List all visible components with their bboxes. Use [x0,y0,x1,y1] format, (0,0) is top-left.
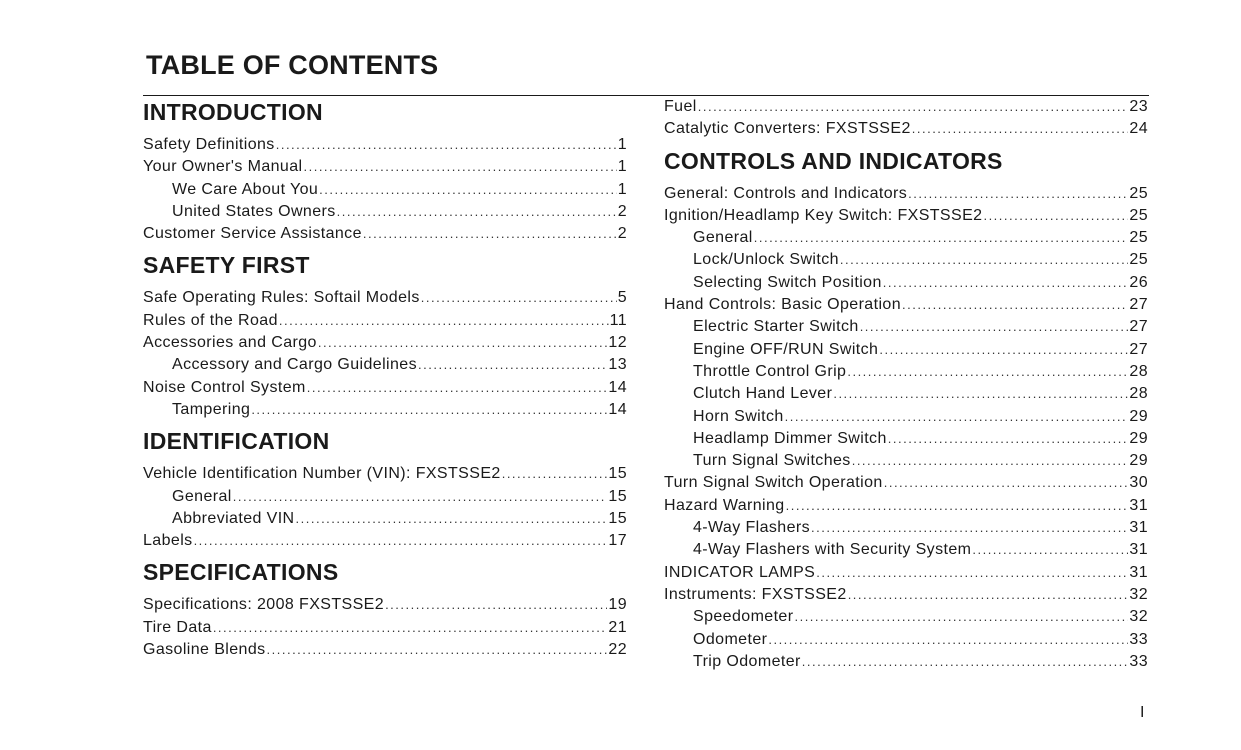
toc-entry-page: 25 [1129,206,1148,224]
dot-leader [768,629,1128,651]
dot-leader [385,594,607,616]
toc-entry-page: 29 [1129,407,1148,425]
toc-entry-label: Accessory and Cargo Guidelines [172,356,418,374]
dot-leader [972,539,1128,561]
toc-entry-label: Gasoline Blends [143,641,266,659]
toc-entry[interactable] [664,316,1148,338]
section-heading: INTRODUCTION [143,99,323,125]
toc-entry-page: 14 [608,400,627,418]
toc-entry-page: 27 [1129,296,1148,314]
toc-entry-label: Headlamp Dimmer Switch [693,429,887,447]
toc-entry-label: Labels [143,532,193,550]
toc-entry-page: 28 [1129,362,1148,380]
toc-entry[interactable] [143,179,627,201]
section-heading: IDENTIFICATION [143,428,330,455]
toc-entry-label: Horn Switch [693,407,784,425]
dot-leader [888,428,1129,450]
toc-entry[interactable] [664,383,1148,405]
toc-entry-page: 32 [1129,585,1148,603]
toc-entry-page: 2 [617,202,627,220]
toc-entry[interactable] [664,450,1148,472]
toc-entry-label: Tire Data [143,618,212,636]
section-heading: CONTROLS AND INDICATORS [664,147,1003,174]
dot-leader [194,530,608,552]
toc-entry-page: 21 [608,618,627,636]
dot-leader [318,332,608,354]
toc-entry-label: General [172,487,232,505]
toc-entry-page: 23 [1129,98,1148,115]
toc-entry[interactable] [664,562,1148,584]
dot-leader [337,201,617,223]
toc-entry[interactable] [664,205,1148,227]
toc-entry[interactable] [143,287,627,309]
toc-entry[interactable] [143,463,627,485]
toc-entry-page: 1 [617,180,627,198]
toc-entry-page: 15 [608,509,627,527]
toc-entry-label: Safe Operating Rules: Softail Models [143,289,420,307]
dot-leader [847,361,1128,383]
toc-entry-label: Speedometer [693,608,794,626]
toc-entry-label: Electric Starter Switch [693,318,859,336]
toc-entry-page: 31 [1129,563,1148,581]
toc-entry[interactable] [143,134,627,156]
toc-entry-label: 4-Way Flashers with Security System [693,541,972,559]
toc-entry-page: 25 [1129,184,1148,202]
toc-entry[interactable] [143,156,627,178]
toc-entry-label: Noise Control System [143,378,306,396]
toc-entry-label: Vehicle Identification Number (VIN): FXSTSSE2 [143,465,501,483]
page-number: I [1140,704,1145,721]
toc-entry[interactable] [143,310,627,332]
dot-leader [852,450,1129,472]
toc-entry-label: Accessories and Cargo [143,334,317,352]
dot-leader [363,223,617,245]
toc-entry-label: United States Owners [172,202,336,220]
toc-entry-label: Tampering [172,400,251,418]
toc-entry[interactable] [143,486,627,508]
toc-entry-page: 25 [1129,229,1148,247]
dot-leader [884,472,1129,494]
toc-entry-page: 31 [1129,519,1148,537]
toc-entry-label: Specifications: 2008 FXSTSSE2 [143,596,385,614]
toc-section-specifications [143,556,627,661]
toc-entry-label: General: Controls and Indicators [664,184,908,202]
toc-entry[interactable] [664,183,1148,205]
toc-entry[interactable] [664,539,1148,561]
toc-entry-page: 25 [1129,251,1148,269]
dot-leader [319,179,617,201]
toc-entry[interactable] [664,472,1148,494]
toc-entry-page: 30 [1129,474,1148,492]
toc-entry-page: 1 [617,136,627,153]
toc-entry[interactable] [143,223,627,245]
toc-entry[interactable] [664,517,1148,539]
toc-entry-label: Hazard Warning [664,496,785,514]
toc-entry[interactable] [664,406,1148,428]
dot-leader [698,96,1129,118]
dot-leader [879,339,1128,361]
section-heading: SAFETY FIRST [143,252,310,279]
dot-leader [279,310,609,332]
toc-entry-page: 1 [617,158,627,176]
toc-entry-page: 13 [608,356,627,374]
toc-entry-page: 24 [1129,120,1148,138]
toc-entry[interactable] [664,249,1148,271]
toc-section-introduction [143,96,627,245]
toc-entry[interactable] [664,294,1148,316]
toc-entry[interactable] [664,629,1148,651]
section-heading: SPECIFICATIONS [143,559,339,586]
toc-entry-label: Selecting Switch Position [693,273,882,291]
toc-entry-label: Abbreviated VIN [172,509,295,527]
toc-entry-label: Trip Odometer [693,652,801,670]
toc-entry[interactable] [664,428,1148,450]
toc-entry[interactable] [664,361,1148,383]
toc-section-continued [664,96,1148,141]
toc-entry[interactable] [143,617,627,639]
toc-entry-page: 29 [1129,452,1148,470]
toc-entry-page: 27 [1129,318,1148,336]
dot-leader [418,354,607,376]
dot-leader [860,316,1129,338]
toc-entry[interactable] [143,332,627,354]
toc-entry-label: Clutch Hand Lever [693,385,833,403]
dot-leader [983,205,1128,227]
toc-entry[interactable] [664,584,1148,606]
toc-entry-page: 26 [1129,273,1148,291]
dot-leader [811,517,1128,539]
dot-leader [883,272,1129,294]
toc-entry-page: 31 [1129,496,1148,514]
toc-entry-label: Ignition/Headlamp Key Switch: FXSTSSE2 [664,206,983,224]
toc-entry[interactable] [664,651,1148,673]
toc-entry-label: General [693,229,753,247]
toc-entry[interactable] [664,495,1148,517]
dot-leader [816,562,1128,584]
toc-entry[interactable] [664,272,1148,294]
toc-entry[interactable] [664,339,1148,361]
toc-section-safety-first [143,249,627,421]
dot-leader [213,617,608,639]
toc-entry-label: Fuel [664,98,697,115]
dot-leader [848,584,1129,606]
toc-entry-page: 15 [608,465,627,483]
toc-entry[interactable] [143,508,627,530]
toc-entry-page: 12 [608,334,627,352]
toc-entry-label: Turn Signal Switches [693,452,851,470]
toc-entry-label: INDICATOR LAMPS [664,563,816,581]
dot-leader [502,463,608,485]
toc-entry-page: 22 [608,641,627,659]
dot-leader [251,399,607,421]
dot-leader [233,486,608,508]
toc-entry-label: Hand Controls: Basic Operation [664,296,901,314]
page-title: TABLE OF CONTENTS [146,50,439,80]
toc-entry[interactable] [143,530,627,552]
toc-entry-page: 19 [608,596,627,614]
toc-entry-label: Your Owner's Manual [143,158,303,176]
toc-entry-label: Catalytic Converters: FXSTSSE2 [664,120,911,138]
toc-entry[interactable] [664,606,1148,628]
dot-leader [912,118,1129,140]
toc-entry[interactable] [664,96,1148,118]
dot-leader [303,156,616,178]
toc-left-column [143,96,627,665]
toc-entry-page: 33 [1129,630,1148,648]
toc-entry[interactable] [664,227,1148,249]
toc-section-identification [143,425,627,552]
toc-entry-label: We Care About You [172,180,319,198]
toc-entry-page: 28 [1129,385,1148,403]
toc-entry-label: Odometer [693,630,768,648]
dot-leader [421,287,617,309]
toc-entry[interactable] [143,377,627,399]
dot-leader [296,508,608,530]
dot-leader [785,406,1129,428]
toc-entry-label: Throttle Control Grip [693,362,847,380]
dot-leader [786,495,1129,517]
toc-entry-page: 31 [1129,541,1148,559]
toc-entry-page: 27 [1129,340,1148,358]
toc-entry[interactable] [664,118,1148,140]
dot-leader [794,606,1128,628]
toc-entry-page: 17 [608,532,627,550]
toc-entry-page: 5 [617,289,627,307]
toc-entry-page: 11 [609,311,627,329]
toc-entry-page: 2 [617,225,627,243]
dot-leader [902,294,1128,316]
toc-entry[interactable] [143,399,627,421]
toc-entry[interactable] [143,639,627,661]
toc-entry-label: Instruments: FXSTSSE2 [664,585,847,603]
toc-right-column [664,96,1148,677]
toc-entry-label: 4-Way Flashers [693,519,811,537]
dot-leader [840,249,1128,271]
toc-entry-page: 15 [608,487,627,505]
toc-section-controls-and-indicators [664,145,1148,674]
dot-leader [276,134,617,156]
dot-leader [833,383,1128,405]
dot-leader [802,651,1129,673]
toc-entry[interactable] [143,354,627,376]
toc-entry-page: 32 [1129,608,1148,626]
toc-entry-label: Lock/Unlock Switch [693,251,839,269]
toc-entry-label: Engine OFF/RUN Switch [693,340,879,358]
dot-leader [908,183,1128,205]
toc-entry-page: 33 [1129,652,1148,670]
toc-entry-label: Rules of the Road [143,311,278,329]
toc-entry-page: 14 [608,378,627,396]
dot-leader [267,639,608,661]
dot-leader [307,377,608,399]
toc-entry-label: Customer Service Assistance [143,225,362,243]
dot-leader [754,227,1129,249]
toc-entry[interactable] [143,594,627,616]
toc-entry[interactable] [143,201,627,223]
toc-entry-label: Safety Definitions [143,136,275,153]
toc-entry-page: 29 [1129,429,1148,447]
toc-entry-label: Turn Signal Switch Operation [664,474,883,492]
